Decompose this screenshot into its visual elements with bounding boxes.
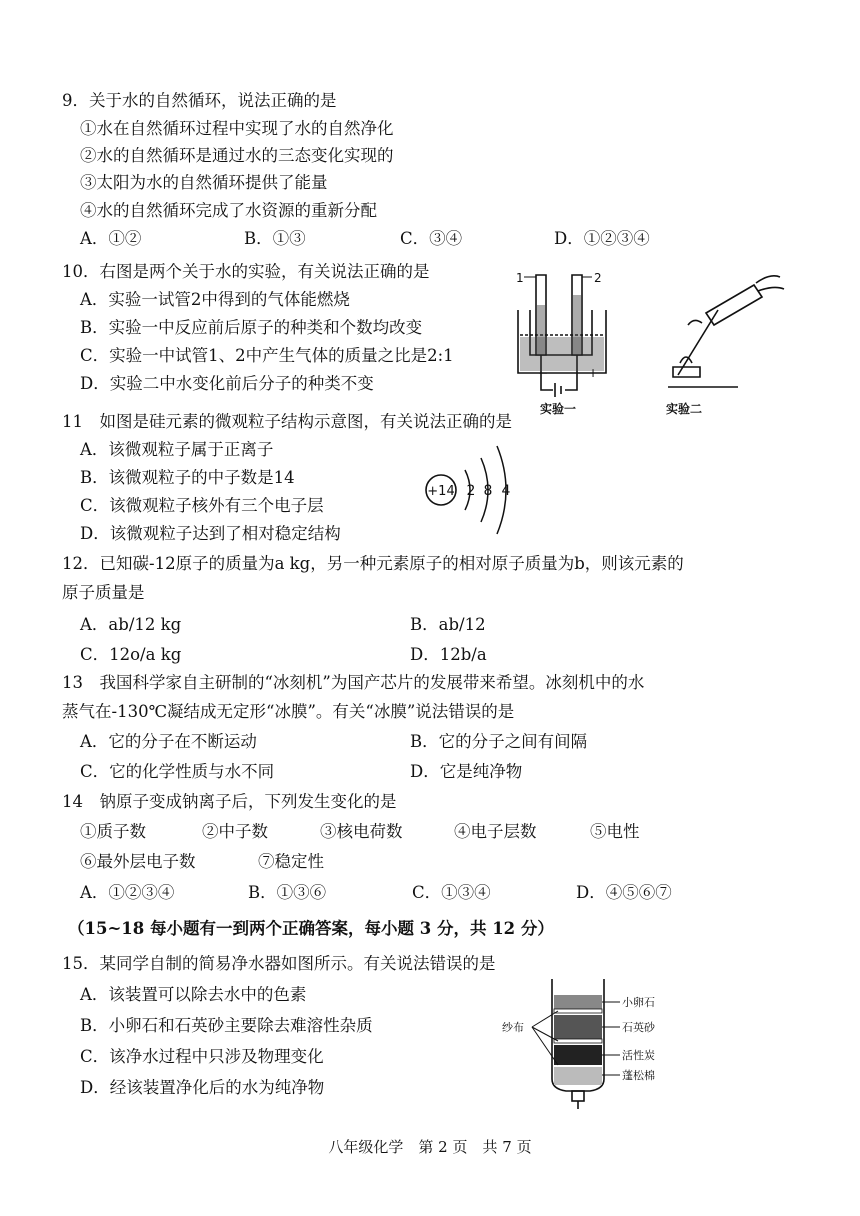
q15-stem: 15．某同学自制的简易净水器如图所示。有关说法错误的是 (62, 954, 496, 973)
q9-stem: 9．关于水的自然循环，说法正确的是 (62, 91, 337, 110)
q11-option-c: C．该微观粒子核外有三个电子层 (80, 496, 324, 515)
cloth-label: 纱布 (502, 1021, 524, 1034)
experiment-1-caption: 实验一 (540, 402, 577, 416)
q13-stem-continued: 蒸气在-130℃凝结成无定形“冰膜”。有关“冰膜”说法错误的是 (62, 702, 515, 721)
q14-option-d: D．④⑤⑥⑦ (576, 883, 672, 902)
q12-stem: 12．已知碳-12原子的质量为a kg，另一种元素原子的相对原子质量为b，则该元素的 (62, 554, 684, 573)
q11-option-a: A．该微观粒子属于正离子 (80, 440, 274, 459)
q10-option-b: B．实验一中反应前后原子的种类和个数均改变 (80, 318, 423, 337)
minus-terminal: − (538, 366, 549, 380)
q14-item-3: ③核电荷数 (320, 822, 403, 841)
q10-stem: 10．右图是两个关于水的实验，有关说法正确的是 (62, 262, 430, 281)
q13-option-b: B．它的分子之间有间隔 (410, 732, 588, 751)
q9-item-2: ②水的自然循环是通过水的三态变化实现的 (80, 146, 394, 165)
sand-label: 石英砂 (622, 1021, 655, 1034)
q10-option-c: C．实验一中试管1、2中产生气体的质量之比是2:1 (80, 346, 454, 365)
q15-option-b: B．小卵石和石英砂主要除去难溶性杂质 (80, 1016, 373, 1035)
shell-2-electrons: 8 (483, 483, 493, 499)
tube-1-label: 1 (516, 271, 524, 285)
silicon-atom-structure (415, 432, 525, 544)
page-footer: 八年级化学 第 2 页 共 7 页 (328, 1138, 532, 1156)
shell-1-electrons: 2 (466, 483, 476, 499)
q14-option-c: C．①③④ (412, 883, 491, 902)
q9-option-b: B．①③ (244, 229, 306, 248)
q14-stem: 14 钠原子变成钠离子后，下列发生变化的是 (62, 792, 397, 811)
tube-2-label: 2 (594, 271, 602, 285)
cotton-label: 蓬松棉 (622, 1069, 655, 1082)
q9-option-d: D．①②③④ (554, 229, 650, 248)
q12-option-b: B．ab/12 (410, 615, 486, 634)
q12-option-c: C．12o/a kg (80, 645, 182, 664)
q12-stem-continued: 原子质量是 (62, 583, 145, 602)
q12-option-a: A．ab/12 kg (80, 615, 182, 634)
q13-option-d: D．它是纯净物 (410, 762, 523, 781)
heating-apparatus-icon (668, 276, 784, 387)
q15-option-c: C．该净水过程中只涉及物理变化 (80, 1047, 324, 1066)
q11-stem: 11 如图是硅元素的微观粒子结构示意图，有关说法正确的是 (62, 412, 512, 431)
pebble-label: 小卵石 (622, 996, 655, 1009)
q14-item-6: ⑥最外层电子数 (80, 852, 196, 871)
q13-option-a: A．它的分子在不断运动 (80, 732, 257, 751)
water-filter-figure (496, 975, 706, 1115)
experiment-2-caption: 实验二 (666, 402, 703, 416)
q10-experiment-figure (508, 255, 798, 420)
q14-item-4: ④电子层数 (454, 822, 537, 841)
q9-item-1: ①水在自然循环过程中实现了水的自然净化 (80, 119, 394, 138)
q14-item-5: ⑤电性 (590, 822, 640, 841)
q9-item-3: ③太阳为水的自然循环提供了能量 (80, 173, 328, 192)
q14-item-1: ①质子数 (80, 822, 146, 841)
q13-option-c: C．它的化学性质与水不同 (80, 762, 275, 781)
nucleus-charge: +14 (427, 484, 455, 499)
plus-terminal: + (588, 366, 599, 380)
filter-layers-icon (554, 995, 602, 1085)
q12-option-d: D．12b/a (410, 645, 487, 664)
shell-3-electrons: 4 (501, 483, 511, 499)
carbon-label: 活性炭 (622, 1049, 655, 1062)
q11-option-b: B．该微观粒子的中子数是14 (80, 468, 295, 487)
q14-option-b: B．①③⑥ (248, 883, 327, 902)
q11-option-d: D．该微观粒子达到了相对稳定结构 (80, 524, 341, 543)
q14-option-a: A．①②③④ (80, 883, 175, 902)
q14-item-2: ②中子数 (202, 822, 268, 841)
q9-option-a: A．①② (80, 229, 142, 248)
q14-item-7: ⑦稳定性 (258, 852, 324, 871)
q15-option-a: A．该装置可以除去水中的色素 (80, 985, 307, 1004)
q10-option-a: A．实验一试管2中得到的气体能燃烧 (80, 290, 350, 309)
q15-option-d: D．经该装置净化后的水为纯净物 (80, 1078, 325, 1097)
q9-option-c: C．③④ (400, 229, 463, 248)
q9-item-4: ④水的自然循环完成了水资源的重新分配 (80, 201, 377, 220)
q13-stem: 13 我国科学家自主研制的“冰刻机”为国产芯片的发展带来希望。冰刻机中的水 (62, 673, 645, 692)
section-heading: （15~18 每小题有一到两个正确答案，每小题 3 分，共 12 分） (68, 919, 554, 938)
q10-option-d: D．实验二中水变化前后分子的种类不变 (80, 374, 374, 393)
